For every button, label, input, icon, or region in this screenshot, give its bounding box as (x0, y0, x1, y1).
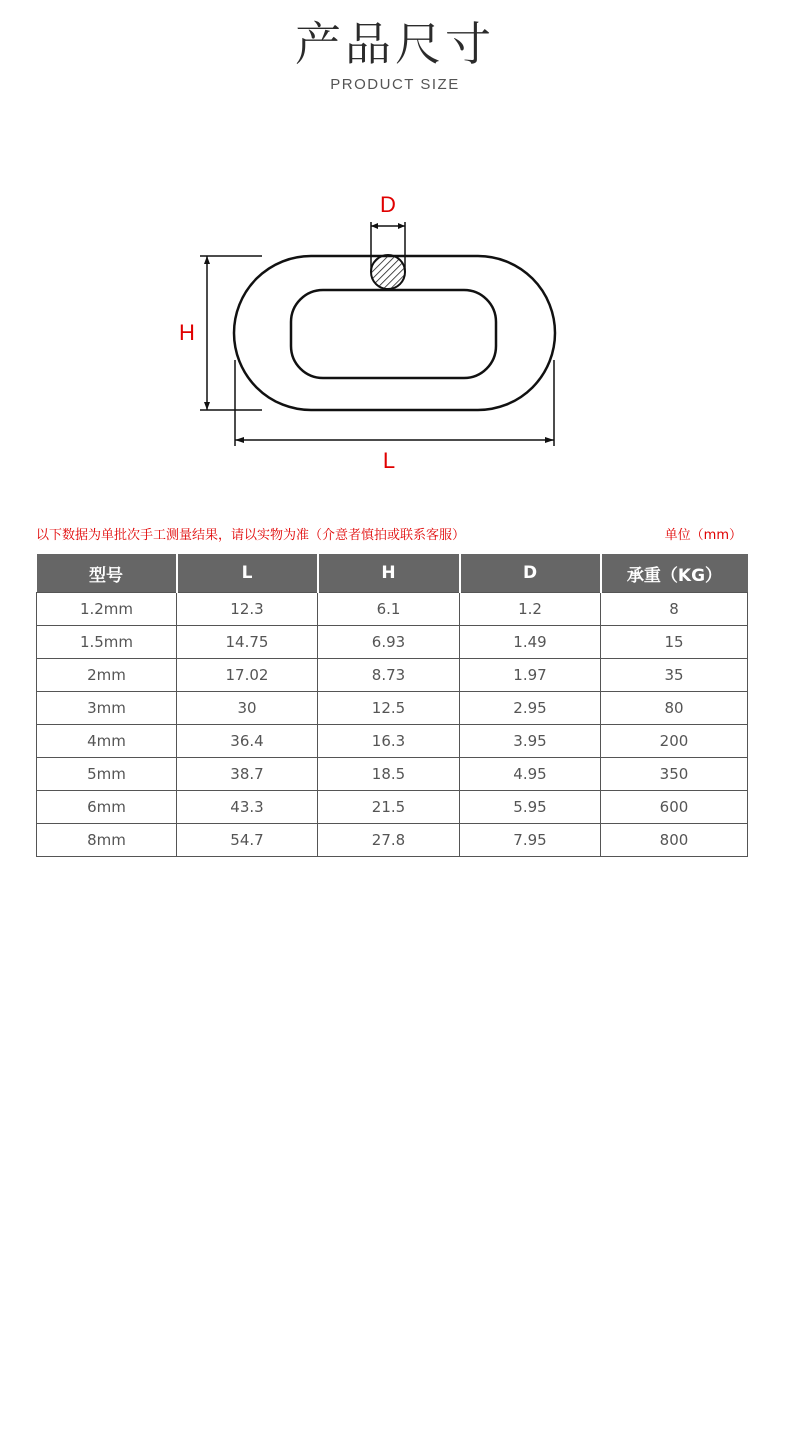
table-cell: 5.95 (460, 791, 601, 824)
table-row (37, 791, 748, 824)
table-cell: 6.93 (318, 626, 460, 659)
table-cell: 38.7 (177, 758, 318, 791)
table-cell: 7.95 (460, 824, 601, 857)
table-cell: 16.3 (318, 725, 460, 758)
size-spec-table (36, 554, 748, 857)
table-cell: 43.3 (177, 791, 318, 824)
link-inner-outline (291, 290, 496, 378)
table-cell: 1.49 (460, 626, 601, 659)
table-row (37, 692, 748, 725)
measurement-disclaimer: 以下数据为单批次手工测量结果，请以实物为准（介意者慎拍或联系客服） (36, 528, 466, 543)
table-cell: 1.2 (460, 593, 601, 626)
dimension-label-l: L (382, 448, 396, 473)
table-cell: 30 (177, 692, 318, 725)
table-cell: 2.95 (460, 692, 601, 725)
table-cell: 1.5mm (37, 626, 177, 659)
table-cell: 1.2mm (37, 593, 177, 626)
table-row (37, 725, 748, 758)
table-cell: 17.02 (177, 659, 318, 692)
table-cell: 600 (601, 791, 748, 824)
table-cell: 6.1 (318, 593, 460, 626)
table-cell: 8 (601, 593, 748, 626)
table-cell: 5mm (37, 758, 177, 791)
column-header-l: L (177, 554, 318, 593)
column-header-model: 型号 (37, 554, 177, 593)
table-cell: 21.5 (318, 791, 460, 824)
table-cell: 200 (601, 725, 748, 758)
table-cell: 15 (601, 626, 748, 659)
dimension-label-h: H (179, 320, 195, 345)
unit-note: 单位（mm） (664, 528, 742, 543)
table-cell: 800 (601, 824, 748, 857)
table-cell: 27.8 (318, 824, 460, 857)
table-cell: 2mm (37, 659, 177, 692)
table-row (37, 824, 748, 857)
table-cell: 8mm (37, 824, 177, 857)
table-cell: 8.73 (318, 659, 460, 692)
table-row (37, 758, 748, 791)
table-cell: 12.3 (177, 593, 318, 626)
page-subtitle: PRODUCT SIZE (330, 76, 460, 93)
table-cell: 6mm (37, 791, 177, 824)
table-cell: 36.4 (177, 725, 318, 758)
table-cell: 4mm (37, 725, 177, 758)
table-cell: 3mm (37, 692, 177, 725)
table-cell: 18.5 (318, 758, 460, 791)
table-cell: 54.7 (177, 824, 318, 857)
table-cell: 1.97 (460, 659, 601, 692)
table-cell: 14.75 (177, 626, 318, 659)
table-cell: 3.95 (460, 725, 601, 758)
page-title: 产品尺寸 (295, 17, 495, 71)
column-header-h: H (318, 554, 460, 593)
table-cell: 12.5 (318, 692, 460, 725)
column-header-load: 承重（KG） (601, 554, 748, 593)
table-cell: 350 (601, 758, 748, 791)
table-row (37, 659, 748, 692)
table-body (37, 593, 748, 857)
table-cell: 80 (601, 692, 748, 725)
table-header-row (37, 554, 748, 593)
chain-link-dimension-diagram (170, 180, 590, 480)
table-cell: 35 (601, 659, 748, 692)
column-header-d: D (460, 554, 601, 593)
table-row (37, 626, 748, 659)
table-cell: 4.95 (460, 758, 601, 791)
wire-cross-section (371, 255, 405, 289)
dimension-label-d: D (380, 192, 396, 217)
table-row (37, 593, 748, 626)
